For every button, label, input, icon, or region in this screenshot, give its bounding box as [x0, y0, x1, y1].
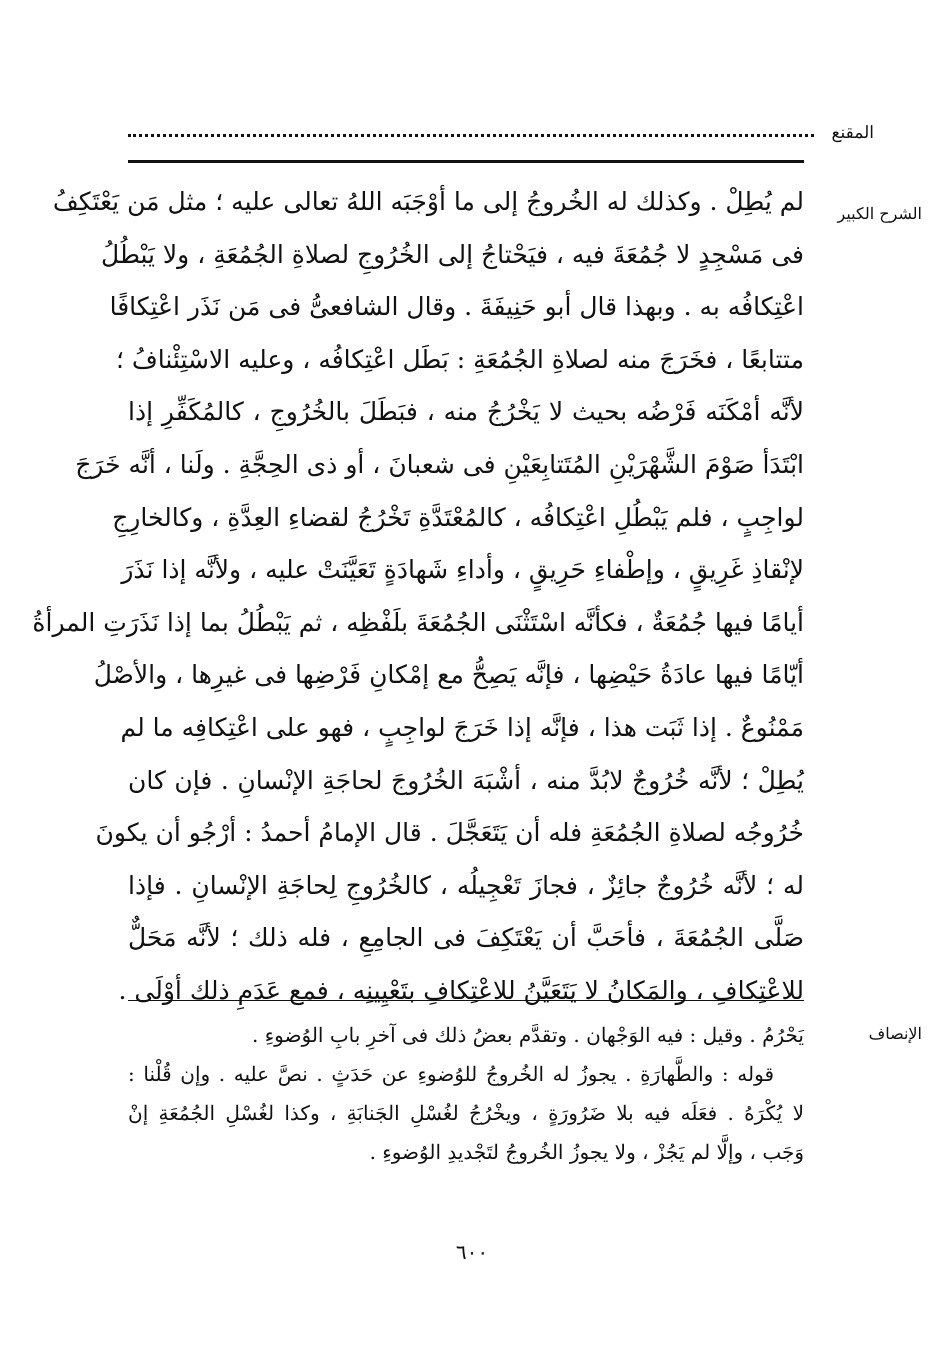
main-line: له ؛ لأنَّه خُرُوجٌ جائِزٌ ، فجازَ تَعْجِيلُه ، كالخُرُوجِ لِحاجَةِ الإنْسانِ . فإذا	[128, 870, 804, 900]
main-line: ابْتَدَأ صَوْمَ الشَّهْرَيْنِ المُتَتابِعَيْنِ فى شعبانَ ، أو ذى الحِجَّةِ . ولَنا ، أنَّه خَرَجَ	[75, 449, 804, 479]
main-line: اعْتِكافُه به . وبهذا قال أبو حَنِيفَةَ . وقال الشافعىُّ فى مَن نَذَر اعْتِكافًا	[109, 292, 804, 322]
dotted-leader	[128, 134, 814, 137]
main-line: لإنْقاذِ غَرِيقٍ ، وإطْفاءِ حَرِيقٍ ، وأداءِ شَهادَةٍ تَعَيَّنَتْ عليه ، ولأنَّه إذا نَذَرَ	[121, 555, 804, 585]
insaf-line: لا يُكْرَهُ . فعَلَه فيه بلا ضَرُورَةٍ ، ويخْرُجُ لغُسْلِ الجَنابَةِ ، وكذا لغُسْلِ الجُمُعَةِ إنْ	[128, 1101, 804, 1125]
main-line: متتابعًا ، فخَرَجَ منه لصلاةِ الجُمُعَةِ : بَطَل اعْتِكافُه ، وعليه الاسْتِئْنافُ ؛	[115, 344, 804, 374]
running-head	[128, 120, 874, 150]
main-line: لواجِبٍ ، فلم يَبْطُلِ اعْتِكافُه ، كالمُعْتَدَّةِ تَخْرُجُ لقضاءِ العِدَّةِ ، وكالخارِجِ	[112, 502, 804, 532]
main-line: للاعْتِكافِ ، والمَكانُ لا يَتَعَيَّنُ للاعْتِكافِ بتَعْيِينِه ، فمع عَدَمِ ذلك أوْلَى .	[118, 975, 804, 1005]
page-number: ٦٠٠	[455, 1240, 489, 1264]
main-line: مَمْنُوعٌ . إذا ثَبَت هذا ، فإنَّه إذا خَرَجَ لواجِبٍ ، فهو على اعْتِكافِه ما لم	[120, 712, 804, 742]
insaf-text-block	[128, 1016, 804, 1172]
main-line: يُطِلْ ؛ لأنَّه خُرُوجٌ لابُدَّ منه ، أشْبَهَ الخُرُوجَ لحاجَةِ الإنْسانِ . فإن كان	[128, 765, 804, 795]
main-line: لأنَّه أمْكَنَه فَرْضُه بحيث لا يَخْرُجُ منه ، فبَطَلَ بالخُرُوجِ ، كالمُكَفِّرِ إذا	[128, 397, 804, 427]
main-line: صَلَّى الجُمُعَةَ ، فأحَبَّ أن يَعْتَكِفَ فى الجامِعِ ، فله ذلك ؛ لأنَّه مَحَلٌّ	[128, 923, 804, 953]
section-divider	[128, 1000, 804, 1001]
main-line: فى مَسْجِدٍ لا جُمُعَةَ فيه ، فيَحْتاجُ إلى الخُرُوجِ لصلاةِ الجُمُعَةِ ، ولا يَبْطُلُ	[101, 239, 804, 269]
main-line: لم يُطِلْ . وكذلك له الخُروجُ إلى ما أوْجَبَه اللهُ تعالى عليه ؛ مثل مَن يَعْتَكِفُ	[52, 187, 804, 216]
main-text-block	[32, 176, 804, 1018]
side-label-sharh: الشرح الكبير	[837, 204, 922, 223]
main-line: أيامًا فيها جُمُعَةٌ ، فكأنَّه اسْتَثْنَى الجُمُعَةَ بلَفْظِه ، ثم يَبْطُلُ بما إذا نَذَرَتِ المرأةُ	[32, 607, 804, 637]
side-label-insaf: الإنصاف	[868, 1024, 922, 1043]
insaf-line: وَجَب ، وإلَّا لم يَجُزْ ، ولا يجوزُ الخُروجُ لتَجْديدِ الوُضوءِ .	[369, 1140, 804, 1164]
main-line: خُرُوجُه لصلاةِ الجُمُعَةِ فله أن يَتَعَجَّلَ . قال الإمامُ أحمدُ : أرْجُو أن يكونَ	[95, 818, 804, 848]
insaf-line: يَحْرُمُ . وقيل : فيه الوَجْهان . وتقدَّم بعضُ ذلك فى آخرِ بابِ الوُضوءِ .	[252, 1023, 804, 1047]
insaf-line: قوله : والطَّهارَةِ . يجوزُ له الخُروجُ للوُضوءِ عن حَدَثٍ . نصَّ عليه . وإن قُلْنا :	[128, 1062, 774, 1086]
running-head-title: المقنع	[831, 123, 874, 143]
main-line: أيّامًا فيها عادَةُ حَيْضِها ، فإنَّه يَصِحُّ مع إمْكانِ فَرْضِها فى غيرِها ، والأصْلُ	[93, 660, 804, 690]
top-rule	[128, 160, 804, 163]
